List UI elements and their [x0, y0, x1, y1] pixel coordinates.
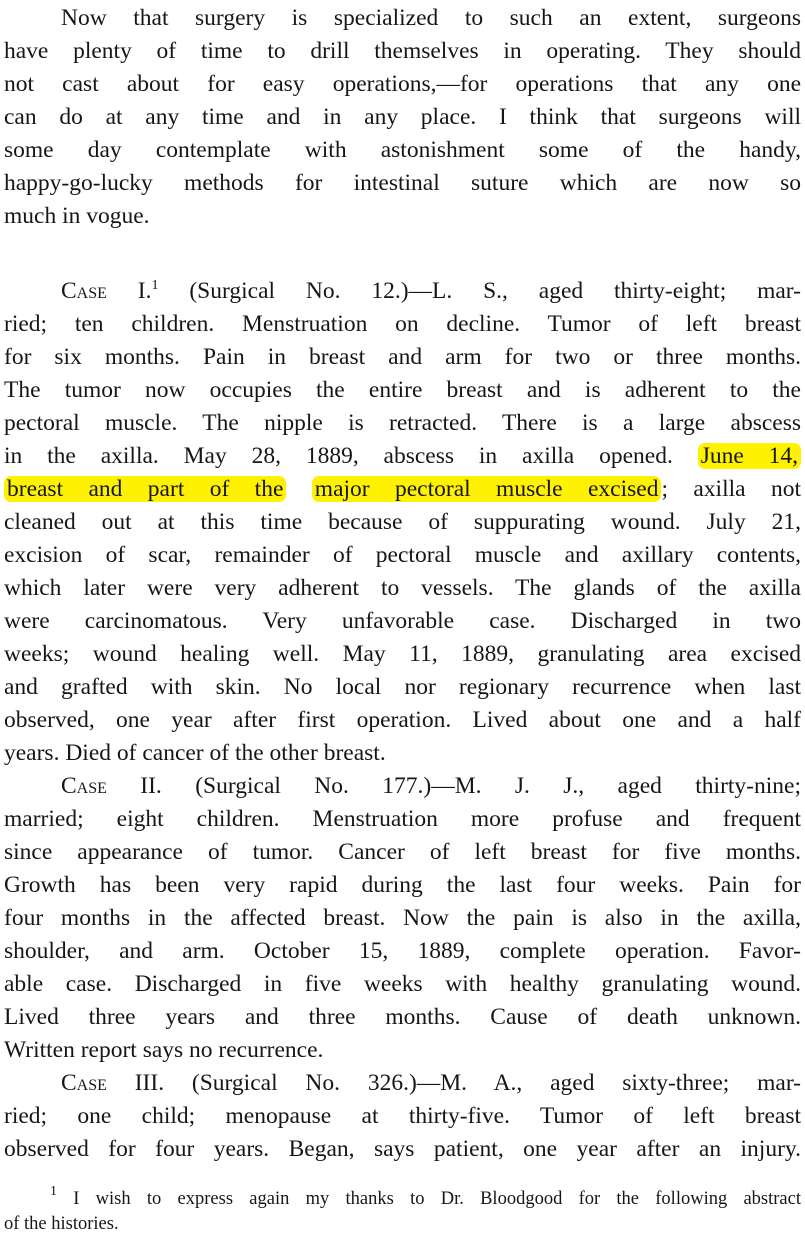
text-line: four months in the affected breast. Now the pain is also in the axilla,: [4, 905, 801, 931]
text-line: were carcinomatous. Very unfavorable case. Discharged in two: [4, 608, 801, 634]
text-line: years. Died of cancer of the other breast.: [4, 740, 386, 766]
case-2-first-line: [4, 770, 801, 803]
text-line: excision of scar, remainder of pectoral muscle and axillary contents,: [4, 542, 801, 568]
text-line: married; eight children. Menstruation more profuse and frequent: [4, 806, 801, 832]
text-line: ried; ten children. Menstruation on decline. Tumor of left breast: [4, 311, 801, 337]
footnote-mark: 1: [50, 1184, 57, 1199]
highlighted-text: breast and part of the: [4, 476, 286, 502]
text-line: Growth has been very rapid during the last four weeks. Pain for: [4, 872, 801, 898]
text-line: have plenty of time to drill themselves in operating. They should: [4, 38, 801, 64]
text-line: observed, one year after first operation. Lived about one and a half: [4, 707, 801, 733]
text-line: [4, 440, 801, 473]
highlighted-text: June 14,: [698, 443, 801, 469]
text-line: since appearance of tumor. Cancer of left breast for five months.: [4, 839, 801, 865]
case-2-heading: Case II.: [61, 773, 162, 799]
text-line: observed for four years. Began, says patient, one year after an injury.: [4, 1136, 801, 1162]
text-segment: in the axilla. May 28, 1889, abscess in axilla opened.: [4, 443, 673, 469]
footnote-text: I wish to express again my thanks to Dr. Bloodgood for the following abstract: [73, 1189, 801, 1209]
case-1-line-text: (Surgical No. 12.)—L. S., aged thirty-eight; mar-: [189, 278, 801, 304]
text-line: [4, 473, 801, 506]
text-line: shoulder, and arm. October 15, 1889, complete operation. Favor-: [4, 938, 801, 964]
text-line: able case. Discharged in five weeks with healthy granulating wound.: [4, 971, 801, 997]
footnote: [4, 1184, 801, 1237]
text-line: pectoral muscle. The nipple is retracted. There is a large abscess: [4, 410, 801, 436]
case-1-first-line: [4, 275, 801, 308]
case-2-line-text: (Surgical No. 177.)—M. J. J., aged thirty-nine;: [195, 773, 801, 799]
text-line: Lived three years and three months. Cause of death unknown.: [4, 1004, 801, 1030]
text-line: can do at any time and in any place. I think that surgeons will: [4, 104, 801, 130]
highlighted-text: major pectoral muscle excised: [312, 476, 662, 502]
text-line: which later were very adherent to vessels. The glands of the axilla: [4, 575, 801, 601]
text-line: much in vogue.: [4, 203, 150, 229]
text-line: Written report says no recurrence.: [4, 1037, 324, 1063]
text-line: happy-go-lucky methods for intestinal suture which are now so: [4, 170, 801, 196]
text-line: cleaned out at this time because of suppurating wound. July 21,: [4, 509, 801, 535]
text-line: not cast about for easy operations,—for operations that any one: [4, 71, 801, 97]
footnote-line: [4, 1184, 801, 1212]
text-segment: ; axilla not: [661, 476, 801, 502]
intro-paragraph: [4, 2, 801, 233]
case-3-line-text: (Surgical No. 326.)—M. A., aged sixty-three; mar-: [191, 1070, 801, 1096]
footnote-line: of the histories.: [4, 1214, 119, 1234]
case-3-first-line: [4, 1067, 801, 1100]
case-1-heading: Case I.: [61, 278, 152, 304]
text-line: some day contemplate with astonishment some of the handy,: [4, 137, 801, 163]
text-line: Now that surgery is specialized to such an extent, surgeons: [61, 5, 801, 31]
text-line: ried; one child; menopause at thirty-five. Tumor of left breast: [4, 1103, 801, 1129]
case-histories: [4, 275, 801, 1166]
text-line: weeks; wound healing well. May 11, 1889, granulating area excised: [4, 641, 801, 667]
text-line: The tumor now occupies the entire breast and is adherent to the: [4, 377, 801, 403]
case-3-heading: Case III.: [61, 1070, 165, 1096]
footnote-marker: 1: [151, 278, 159, 293]
text-line: and grafted with skin. No local nor regionary recurrence when last: [4, 674, 801, 700]
text-line: for six months. Pain in breast and arm for two or three months.: [4, 344, 801, 370]
